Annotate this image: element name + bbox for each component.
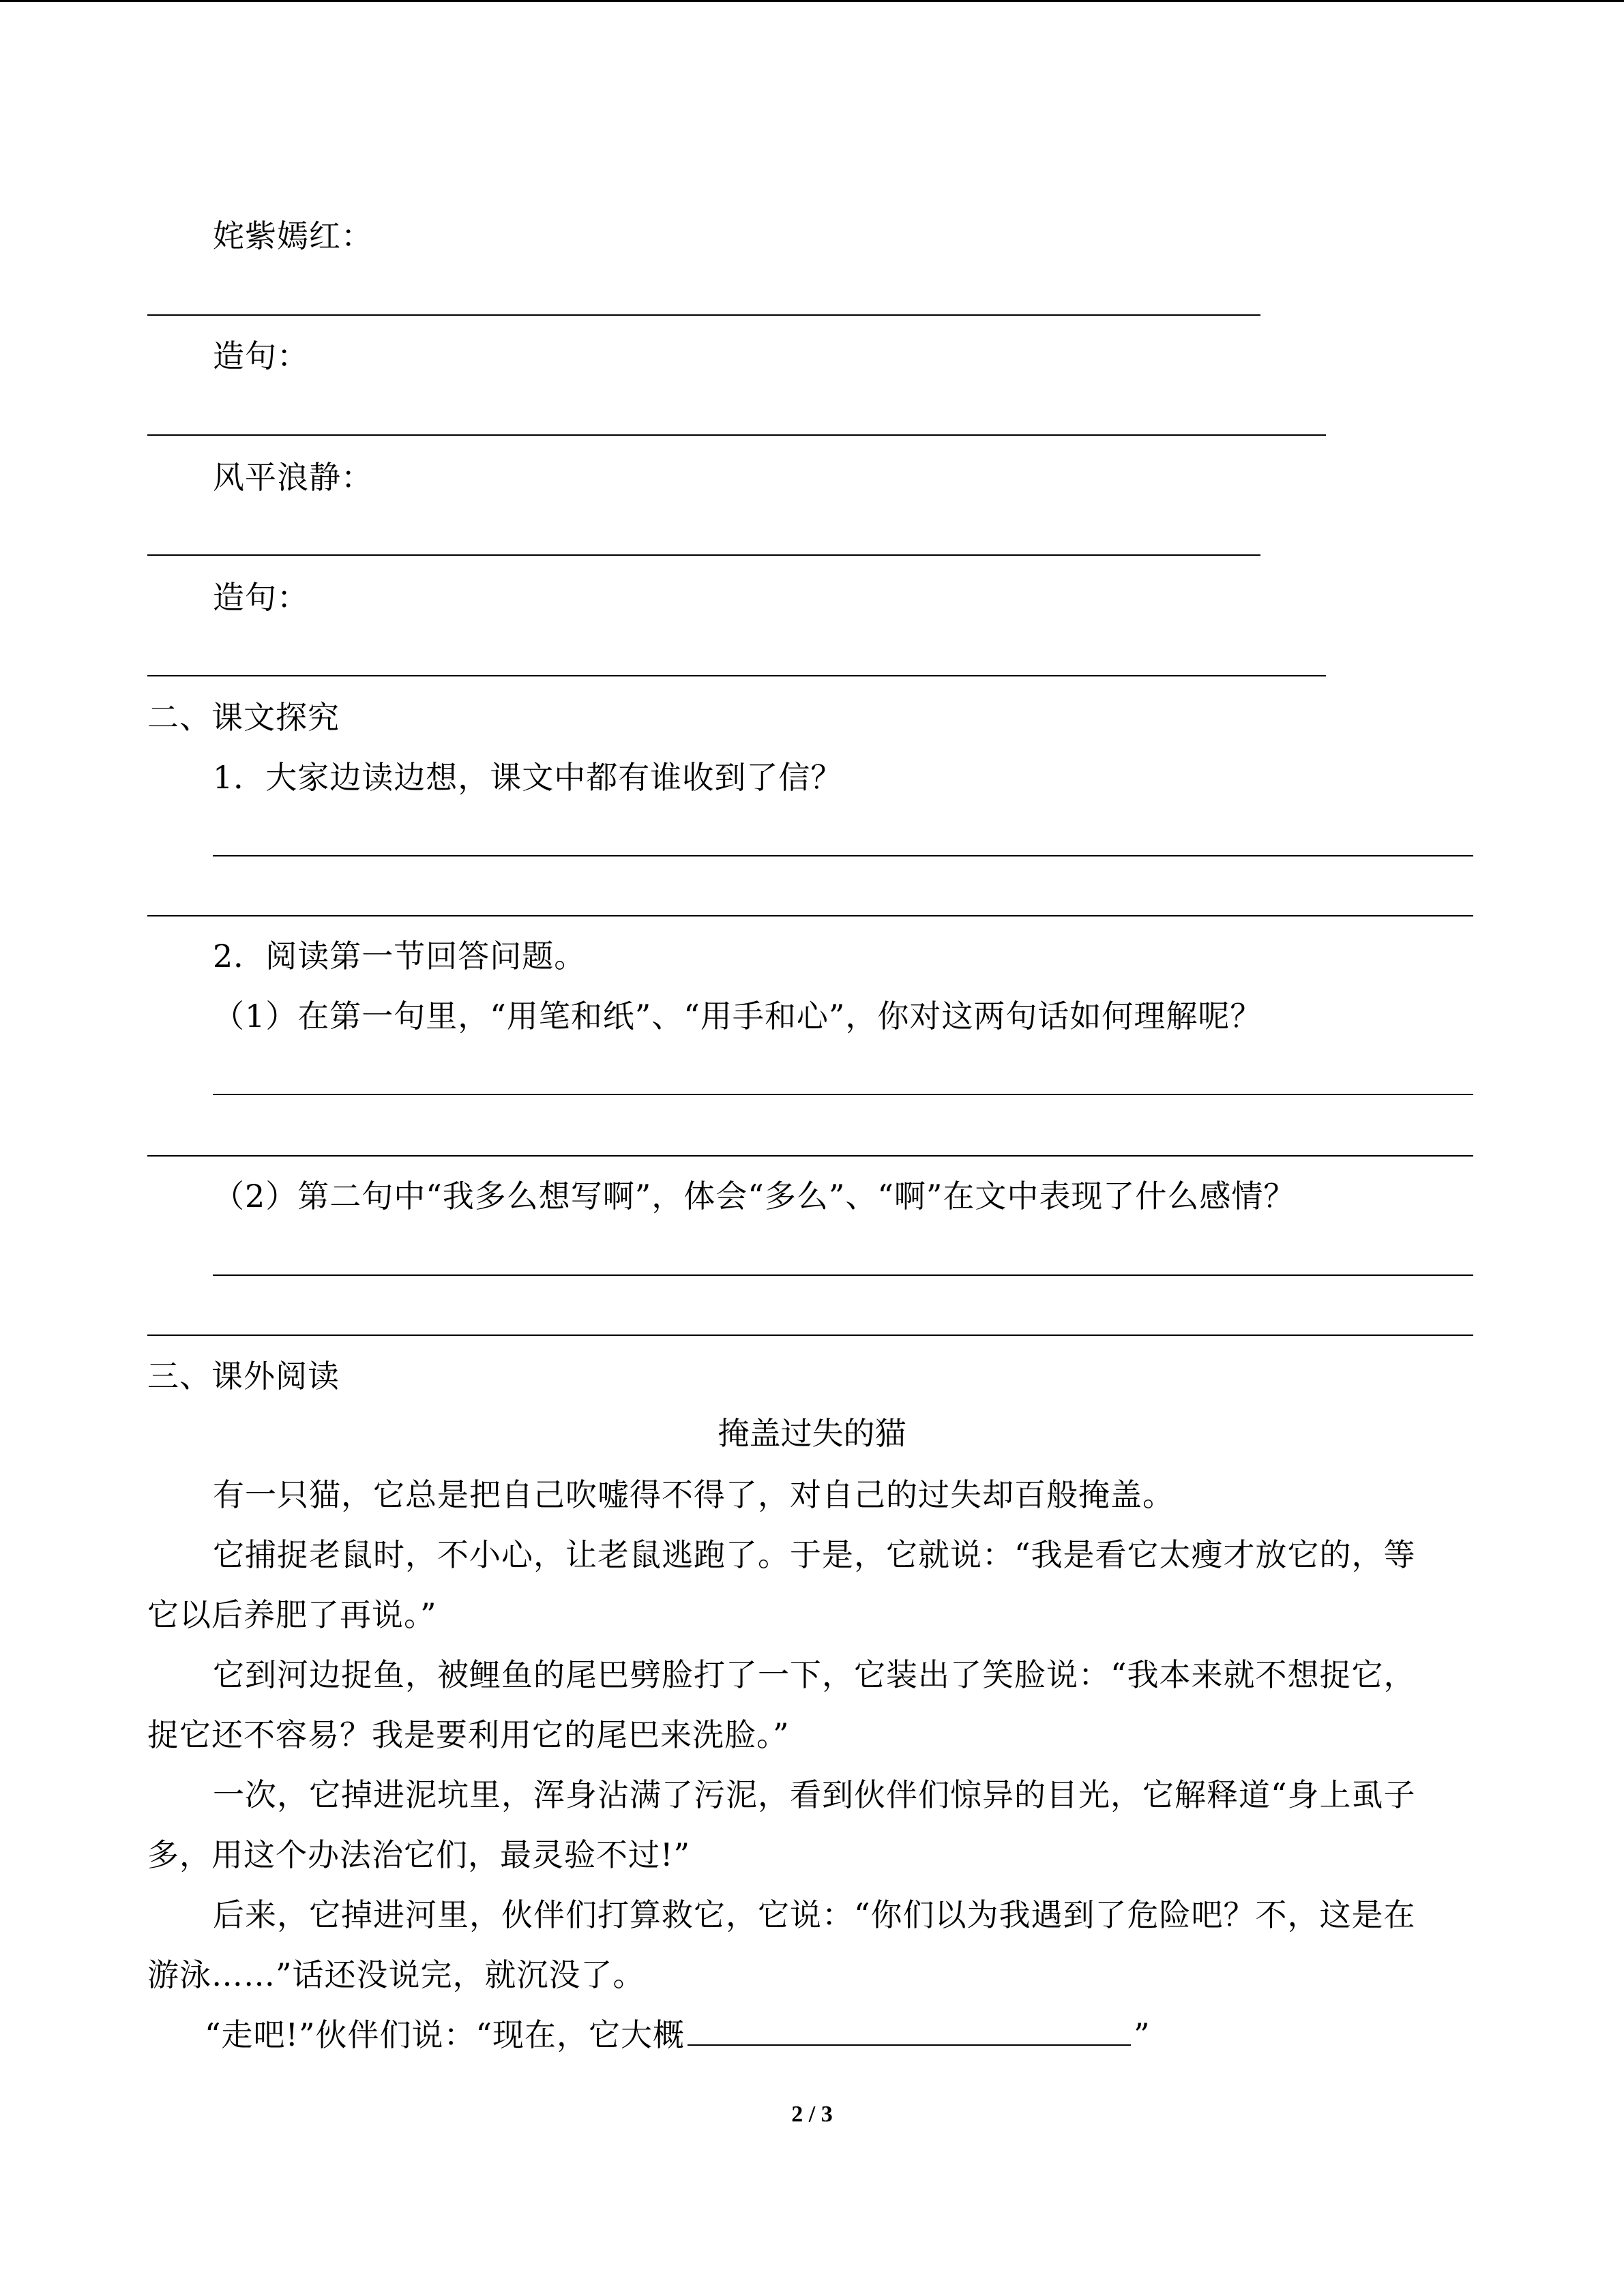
answer-line[interactable]: [213, 855, 1473, 856]
answer-line[interactable]: [147, 434, 1326, 436]
idiom-label-2: 风平浪静：: [213, 459, 373, 496]
story-paragraph-3-line-1: 它到河边捉鱼，被鲤鱼的尾巴劈脸打了一下，它装出了笑脸说：“我本来就不想捉它，: [213, 1656, 1416, 1693]
page-top-border: [0, 0, 1624, 2]
page-number: 2 / 3: [791, 2102, 833, 2127]
story-paragraph-4-line-2: 多，用这个办法治它们，最灵验不过!”: [147, 1836, 691, 1873]
sentence-label-1: 造句：: [213, 338, 309, 374]
question-2-2: （2）第二句中“我多么想写啊”，体会“多么”、“啊”在文中表现了什么感情？: [213, 1178, 1296, 1214]
question-1: 1．大家边读边想，课文中都有谁收到了信？: [213, 759, 843, 796]
fill-in-blank[interactable]: [688, 2014, 1131, 2046]
story-paragraph-2-line-1: 它捕捉老鼠时，不小心，让老鼠逃跑了。于是，它就说：“我是看它太瘦才放它的，等: [213, 1536, 1416, 1573]
idiom-label-1: 姹紫嫣红：: [213, 218, 373, 254]
question-2-1: （1）在第一句里，“用笔和纸”、“用手和心”，你对这两句话如何理解呢？: [213, 998, 1263, 1034]
story-paragraph-5-line-1: 后来，它掉进河里，伙伴们打算救它，它说：“你们以为我遇到了危险吧？不，这是在: [213, 1896, 1416, 1933]
section-heading-2: 二、课文探究: [147, 699, 340, 736]
story-paragraph-6-end: ”: [1134, 2016, 1151, 2053]
story-paragraph-6-start: “走吧!”伙伴们说：“现在，它大概: [205, 2016, 685, 2053]
answer-line[interactable]: [147, 1155, 1473, 1157]
answer-line[interactable]: [213, 1094, 1473, 1095]
story-paragraph-1: 有一只猫，它总是把自己吹嘘得不得了，对自己的过失却百般掩盖。: [213, 1476, 1175, 1513]
answer-line[interactable]: [147, 1335, 1473, 1336]
story-paragraph-3-line-2: 捉它还不容易？我是要利用它的尾巴来洗脸。”: [147, 1716, 790, 1753]
story-paragraph-4-line-1: 一次，它掉进泥坑里，浑身沾满了污泥，看到伙伴们惊异的目光，它解释道“身上虱子: [213, 1776, 1416, 1813]
story-paragraph-5-line-2: 游泳……”话还没说完，就沉没了。: [147, 1956, 645, 1993]
question-2: 2．阅读第一节回答问题。: [213, 938, 587, 974]
answer-line[interactable]: [147, 314, 1260, 316]
answer-line[interactable]: [147, 915, 1473, 916]
answer-line[interactable]: [147, 554, 1260, 556]
answer-line[interactable]: [213, 1274, 1473, 1276]
section-heading-3: 三、课外阅读: [147, 1358, 340, 1395]
story-paragraph-6: [205, 2014, 1151, 2055]
story-paragraph-2-line-2: 它以后养肥了再说。”: [147, 1596, 437, 1633]
sentence-label-2: 造句：: [213, 579, 309, 616]
story-title: 掩盖过失的猫: [718, 1415, 906, 1452]
answer-line[interactable]: [147, 675, 1326, 676]
